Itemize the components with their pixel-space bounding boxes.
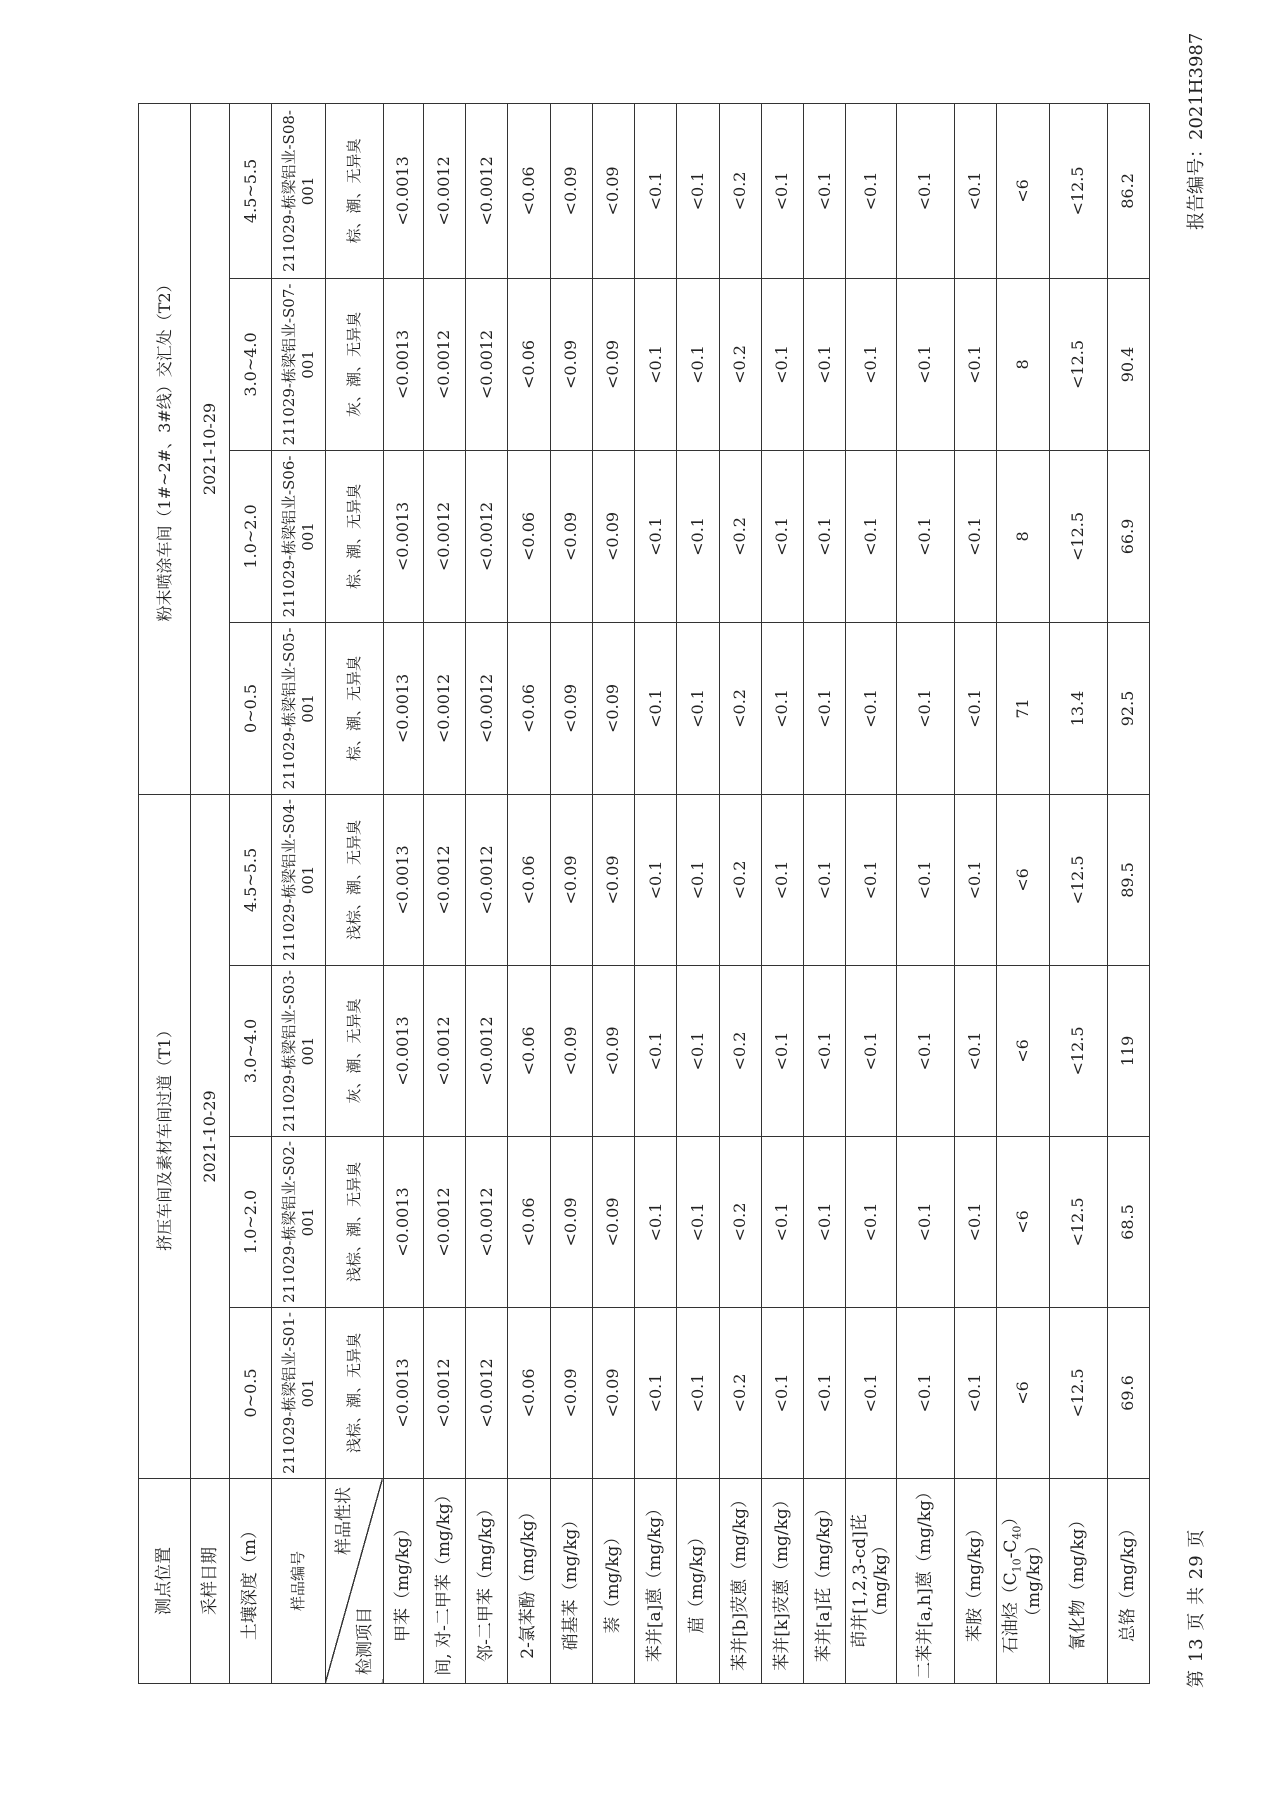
result-cell: <0.1	[846, 966, 897, 1137]
result-cell: <0.1	[761, 794, 803, 965]
result-cell: 8	[997, 278, 1050, 450]
result-cell: <0.1	[635, 278, 677, 450]
result-cell: <0.0012	[423, 966, 465, 1137]
result-cell: <0.1	[677, 966, 719, 1137]
result-cell: <0.0013	[383, 450, 423, 622]
result-cell: <6	[997, 794, 1050, 965]
result-cell: <0.1	[677, 450, 719, 622]
result-cell: <0.1	[761, 966, 803, 1137]
result-cell: <0.1	[804, 103, 846, 278]
result-cell: <0.0012	[423, 450, 465, 622]
result-cell: <0.1	[896, 278, 954, 450]
sample-row	[272, 103, 325, 1683]
result-cell: <0.1	[804, 1308, 846, 1479]
result-cell: <0.09	[592, 103, 634, 278]
result-cell: <0.1	[761, 622, 803, 794]
result-cell: 89.5	[1107, 794, 1149, 965]
result-cell: <0.1	[635, 794, 677, 965]
date-row	[191, 103, 230, 1683]
result-cell: <0.06	[508, 450, 550, 622]
result-cell: <0.1	[677, 278, 719, 450]
result-cell: <0.1	[677, 622, 719, 794]
result-cell: <6	[997, 103, 1050, 278]
date-t2: 2021-10-29	[191, 103, 230, 794]
result-cell: <0.1	[896, 1137, 954, 1308]
analyte-name: 萘（mg/kg）	[592, 1479, 634, 1684]
depth-row	[230, 103, 272, 1683]
result-cell: <12.5	[1049, 794, 1107, 965]
result-cell: <0.1	[954, 278, 996, 450]
result-cell: <0.1	[761, 103, 803, 278]
result-cell: 68.5	[1107, 1137, 1149, 1308]
table-row	[383, 103, 423, 1683]
result-cell: <0.1	[954, 1308, 996, 1479]
result-cell: <0.0013	[383, 278, 423, 450]
depth-label: 土壤深度（m）	[230, 1479, 272, 1684]
result-cell: 90.4	[1107, 278, 1149, 450]
result-cell: <0.0013	[383, 966, 423, 1137]
depth-cell: 0~0.5	[230, 622, 272, 794]
date-label: 采样日期	[191, 1479, 230, 1684]
result-cell: 66.9	[1107, 450, 1149, 622]
item-label: 检测项目	[355, 1607, 376, 1675]
result-cell: <12.5	[1049, 450, 1107, 622]
analyte-name: 䓛（mg/kg）	[677, 1479, 719, 1684]
result-cell: <0.1	[896, 966, 954, 1137]
table-row	[592, 103, 634, 1683]
table-row	[1049, 103, 1107, 1683]
result-cell: <0.09	[592, 622, 634, 794]
result-cell: <12.5	[1049, 103, 1107, 278]
result-cell: <0.1	[635, 103, 677, 278]
result-cell: <0.0013	[383, 103, 423, 278]
result-cell: <0.1	[635, 966, 677, 1137]
depth-cell: 1.0~2.0	[230, 450, 272, 622]
result-cell: <0.2	[719, 278, 761, 450]
site-t1: 挤压车间及素材车间过道（T1）	[139, 794, 191, 1478]
result-cell: <0.0012	[465, 794, 507, 965]
result-cell: <0.0012	[465, 966, 507, 1137]
result-cell: <0.09	[550, 103, 592, 278]
result-cell: <0.1	[635, 622, 677, 794]
result-cell: <0.1	[954, 103, 996, 278]
property-row	[325, 103, 383, 1683]
result-cell: <0.09	[592, 794, 634, 965]
result-cell: <0.06	[508, 1308, 550, 1479]
table-row	[550, 103, 592, 1683]
result-cell: <0.2	[719, 622, 761, 794]
result-cell: <0.0012	[423, 622, 465, 794]
analyte-name: 甲苯（mg/kg）	[383, 1479, 423, 1684]
depth-cell: 4.5~5.5	[230, 103, 272, 278]
report-number: 报告编号：2021H3987	[1186, 32, 1207, 230]
table-row	[423, 103, 465, 1683]
result-cell: <0.06	[508, 1137, 550, 1308]
result-cell: 92.5	[1107, 622, 1149, 794]
analyte-name: 二苯并[a,h]蒽（mg/kg）	[896, 1479, 954, 1684]
result-cell: <0.0012	[423, 103, 465, 278]
result-cell: <6	[997, 1308, 1050, 1479]
result-cell: <0.0012	[465, 1308, 507, 1479]
analyte-name: 苯并[a]蒽（mg/kg）	[635, 1479, 677, 1684]
result-cell: <0.2	[719, 966, 761, 1137]
result-cell: <0.09	[550, 1308, 592, 1479]
sample-id-cell: 211029-栋梁铝业-S03-001	[272, 966, 325, 1137]
result-cell: <0.2	[719, 794, 761, 965]
table-row	[465, 103, 507, 1683]
result-cell: <0.1	[761, 1137, 803, 1308]
sample-property-cell: 灰、潮、无异臭	[325, 966, 383, 1137]
result-cell: <0.0012	[423, 278, 465, 450]
result-cell: <12.5	[1049, 278, 1107, 450]
result-cell: <0.1	[635, 1308, 677, 1479]
analyte-name: 氰化物（mg/kg）	[1049, 1479, 1107, 1684]
analyte-name: 茚并[1,2,3-cd]芘（mg/kg）	[846, 1479, 897, 1684]
result-cell: 13.4	[1049, 622, 1107, 794]
result-cell: <0.06	[508, 278, 550, 450]
result-cell: <0.1	[846, 103, 897, 278]
analyte-name: 间, 对-二甲苯（mg/kg）	[423, 1479, 465, 1684]
table-row	[997, 103, 1050, 1683]
result-cell: <0.1	[896, 450, 954, 622]
result-cell: <0.1	[761, 278, 803, 450]
result-cell: <0.2	[719, 450, 761, 622]
result-cell: <0.1	[804, 450, 846, 622]
result-cell: <0.09	[550, 966, 592, 1137]
result-cell: <0.1	[954, 794, 996, 965]
sample-id-cell: 211029-栋梁铝业-S04-001	[272, 794, 325, 965]
result-cell: <0.1	[846, 1308, 897, 1479]
page-number: 第 13 页 共 29 页	[1186, 1528, 1207, 1688]
result-cell: <12.5	[1049, 1308, 1107, 1479]
result-cell: <12.5	[1049, 966, 1107, 1137]
result-cell: <0.09	[550, 794, 592, 965]
table-row	[635, 103, 677, 1683]
result-cell: <0.1	[635, 1137, 677, 1308]
depth-cell: 3.0~4.0	[230, 966, 272, 1137]
table-row	[677, 103, 719, 1683]
result-cell: <0.0013	[383, 1308, 423, 1479]
table-row	[846, 103, 897, 1683]
table-row	[804, 103, 846, 1683]
sample-property-cell: 棕、潮、无异臭	[325, 450, 383, 622]
sample-label: 样品编号	[272, 1479, 325, 1684]
result-cell: <0.09	[592, 278, 634, 450]
result-cell: <0.0012	[423, 1308, 465, 1479]
result-cell: <0.1	[761, 1308, 803, 1479]
result-cell: <0.1	[846, 1137, 897, 1308]
sample-id-cell: 211029-栋梁铝业-S05-001	[272, 622, 325, 794]
table-row	[761, 103, 803, 1683]
depth-cell: 0~0.5	[230, 1308, 272, 1479]
result-cell: <0.0012	[465, 278, 507, 450]
sample-property-cell: 棕、潮、无异臭	[325, 103, 383, 278]
result-cell: <12.5	[1049, 1137, 1107, 1308]
result-cell: <0.1	[954, 450, 996, 622]
result-cell: <0.1	[761, 450, 803, 622]
results-table	[138, 103, 1150, 1684]
result-cell: <6	[997, 1137, 1050, 1308]
result-cell: 8	[997, 450, 1050, 622]
sample-id-cell: 211029-栋梁铝业-S07-001	[272, 278, 325, 450]
result-cell: <0.09	[592, 450, 634, 622]
result-cell: <0.0013	[383, 1137, 423, 1308]
result-cell: <0.0012	[465, 622, 507, 794]
result-cell: <0.1	[677, 1308, 719, 1479]
result-cell: <0.09	[592, 1308, 634, 1479]
result-cell: <0.09	[550, 1137, 592, 1308]
table-row	[719, 103, 761, 1683]
result-cell: <0.1	[846, 278, 897, 450]
analyte-name: 苯并[b]荧蒽（mg/kg）	[719, 1479, 761, 1684]
table-row	[954, 103, 996, 1683]
date-t1: 2021-10-29	[191, 794, 230, 1478]
analyte-name: 石油烃$(C_{10}-C_{40})(mg/kg)$	[997, 1479, 1050, 1684]
analyte-name: 硝基苯（mg/kg）	[550, 1479, 592, 1684]
result-cell: <0.1	[677, 1137, 719, 1308]
analyte-name: 苯并[k]荧蒽（mg/kg）	[761, 1479, 803, 1684]
result-cell: 71	[997, 622, 1050, 794]
result-cell: <0.06	[508, 966, 550, 1137]
result-cell: <0.1	[954, 622, 996, 794]
result-cell: <0.1	[846, 622, 897, 794]
table-row	[508, 103, 550, 1683]
result-cell: <0.0012	[423, 1137, 465, 1308]
result-cell: <0.06	[508, 622, 550, 794]
result-cell: <0.1	[896, 622, 954, 794]
analyte-name: 总铬（mg/kg）	[1107, 1479, 1149, 1684]
analyte-name: 2-氯苯酚（mg/kg）	[508, 1479, 550, 1684]
analyte-name: 苯并[a]芘（mg/kg）	[804, 1479, 846, 1684]
result-cell: <0.1	[677, 794, 719, 965]
sample-property-cell: 棕、潮、无异臭	[325, 622, 383, 794]
site-label: 测点位置	[139, 1479, 191, 1684]
result-cell: <0.1	[954, 966, 996, 1137]
result-cell: <0.2	[719, 103, 761, 278]
sample-id-cell: 211029-栋梁铝业-S06-001	[272, 450, 325, 622]
result-cell: <0.0012	[465, 450, 507, 622]
table-row	[896, 103, 954, 1683]
result-cell: <0.09	[550, 622, 592, 794]
table-row	[1107, 103, 1149, 1683]
analyte-name: 邻-二甲苯（mg/kg）	[465, 1479, 507, 1684]
result-cell: <0.09	[592, 1137, 634, 1308]
result-cell: <0.1	[635, 450, 677, 622]
result-cell: <0.1	[954, 1137, 996, 1308]
result-cell: <0.0013	[383, 794, 423, 965]
analyte-name: 苯胺（mg/kg）	[954, 1479, 996, 1684]
result-cell: <0.06	[508, 103, 550, 278]
site-t2: 粉末喷涂车间（1#~2#、3#线）交汇处（T2）	[139, 103, 191, 794]
sample-property-cell: 浅棕、潮、无异臭	[325, 794, 383, 965]
sample-id-cell: 211029-栋梁铝业-S08-001	[272, 103, 325, 278]
result-cell: <0.1	[804, 622, 846, 794]
result-cell: <0.1	[846, 450, 897, 622]
result-cell: <0.09	[592, 966, 634, 1137]
result-cell: <0.09	[550, 278, 592, 450]
result-cell: <6	[997, 966, 1050, 1137]
result-cell: <0.0013	[383, 622, 423, 794]
result-cell: 86.2	[1107, 103, 1149, 278]
result-cell: <0.1	[896, 794, 954, 965]
depth-cell: 4.5~5.5	[230, 794, 272, 965]
depth-cell: 3.0~4.0	[230, 278, 272, 450]
site-row	[139, 103, 191, 1683]
sample-id-cell: 211029-栋梁铝业-S02-001	[272, 1137, 325, 1308]
result-cell: <0.1	[896, 103, 954, 278]
result-cell: <0.1	[804, 794, 846, 965]
sample-id-cell: 211029-栋梁铝业-S01-001	[272, 1308, 325, 1479]
result-cell: <0.1	[804, 1137, 846, 1308]
sample-property-cell: 浅棕、潮、无异臭	[325, 1137, 383, 1308]
result-cell: <0.1	[846, 794, 897, 965]
result-cell: <0.0012	[465, 103, 507, 278]
depth-cell: 1.0~2.0	[230, 1137, 272, 1308]
result-cell: <0.0012	[465, 1137, 507, 1308]
result-cell: <0.1	[677, 103, 719, 278]
result-cell: <0.09	[550, 450, 592, 622]
property-label: 样品性状	[333, 1487, 354, 1555]
result-cell: 119	[1107, 966, 1149, 1137]
result-cell: <0.1	[804, 966, 846, 1137]
result-cell: <0.06	[508, 794, 550, 965]
sample-property-cell: 浅棕、潮、无异臭	[325, 1308, 383, 1479]
result-cell: 69.6	[1107, 1308, 1149, 1479]
result-cell: <0.2	[719, 1137, 761, 1308]
result-cell: <0.2	[719, 1308, 761, 1479]
result-cell: <0.0012	[423, 794, 465, 965]
property-item-header	[325, 1479, 383, 1684]
sample-property-cell: 灰、潮、无异臭	[325, 278, 383, 450]
result-cell: <0.1	[896, 1308, 954, 1479]
result-cell: <0.1	[804, 278, 846, 450]
